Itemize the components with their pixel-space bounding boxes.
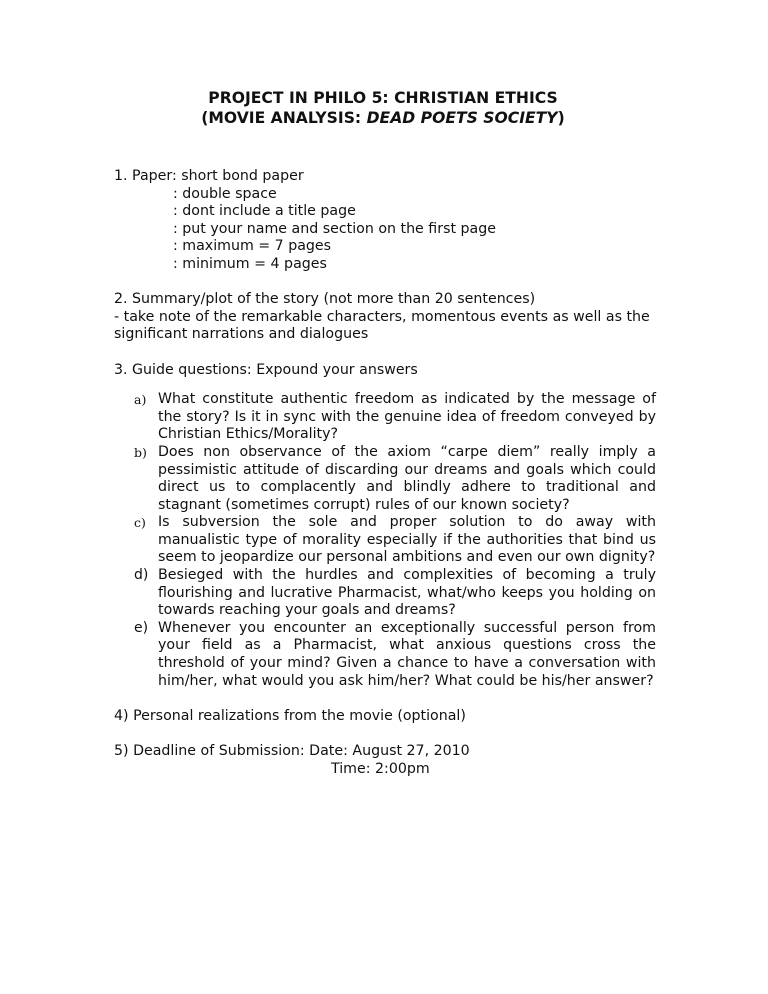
section-summary bbox=[114, 291, 656, 344]
title-line-2-prefix: (MOVIE ANALYSIS: bbox=[201, 109, 367, 127]
question-text: What constitute authentic freedom as indicated by the message of the story? Is it in sync with the genuine idea of freedom conveyed by Christian Ethics/Morality? bbox=[158, 391, 656, 443]
guide-question-list bbox=[114, 391, 656, 690]
paper-heading: 1. Paper: short bond paper bbox=[114, 168, 304, 184]
section-paper bbox=[114, 168, 656, 274]
guide-question bbox=[134, 567, 656, 620]
deadline-date: 5) Deadline of Submission: Date: August 27, 2010 bbox=[114, 743, 470, 759]
guide-question bbox=[134, 444, 656, 514]
paper-requirement: : double space bbox=[173, 185, 277, 202]
guide-heading: 3. Guide questions: Expound your answers bbox=[114, 361, 418, 378]
question-marker: a) bbox=[134, 392, 147, 408]
summary-note: - take note of the remarkable characters, momentous events as well as the significant narrations and dialogues bbox=[114, 308, 650, 343]
section-guide-questions bbox=[114, 362, 656, 691]
question-marker: e) bbox=[134, 619, 149, 636]
guide-question bbox=[134, 391, 656, 444]
section-deadline bbox=[114, 743, 656, 778]
question-marker: d) bbox=[134, 567, 149, 584]
guide-question bbox=[134, 620, 656, 690]
title-line-2 bbox=[110, 108, 656, 128]
paper-requirement: : put your name and section on the first page bbox=[173, 220, 496, 237]
guide-question bbox=[134, 514, 656, 567]
question-marker: c) bbox=[134, 515, 146, 531]
document-title bbox=[110, 88, 656, 128]
title-line-1: PROJECT IN PHILO 5: CHRISTIAN ETHICS bbox=[208, 89, 558, 107]
paper-requirement: : minimum = 4 pages bbox=[173, 255, 327, 272]
question-text: Is subversion the sole and proper solution to do away with manualistic type of morality especially if the authorities that bind us seem to jeopardize our personal ambitions and even our own dignity? bbox=[158, 514, 656, 566]
paper-requirement: : maximum = 7 pages bbox=[173, 238, 332, 255]
question-text: Besieged with the hurdles and complexities of becoming a truly flourishing and lucrative Pharmacist, what/who keeps you holding on towards reaching your goals and dreams? bbox=[158, 567, 656, 619]
paper-requirement: : dont include a title page bbox=[173, 203, 356, 220]
section-realizations bbox=[114, 708, 656, 726]
summary-heading: 2. Summary/plot of the story (not more than 20 sentences) bbox=[114, 291, 536, 308]
deadline-time: Time: 2:00pm bbox=[331, 760, 430, 777]
question-marker: b) bbox=[134, 444, 147, 460]
title-line-2-suffix: ) bbox=[557, 109, 565, 127]
question-text: Whenever you encounter an exceptionally successful person from your field as a Pharmacist, what anxious questions cross the threshold of your mind? Given a chance to have a conversation with him/her, what would you ask him/her? What could be his/her answer? bbox=[158, 619, 656, 689]
movie-title: DEAD POETS SOCIETY bbox=[366, 109, 558, 127]
realizations-heading: 4) Personal realizations from the movie (optional) bbox=[114, 707, 466, 724]
question-text: Does non observance of the axiom “carpe diem” really imply a pessimistic attitude of discarding our dreams and goals which could direct us to complacently and blindly adhere to traditional and stagnant (sometimes corrupt) rules of our known society? bbox=[158, 443, 656, 513]
